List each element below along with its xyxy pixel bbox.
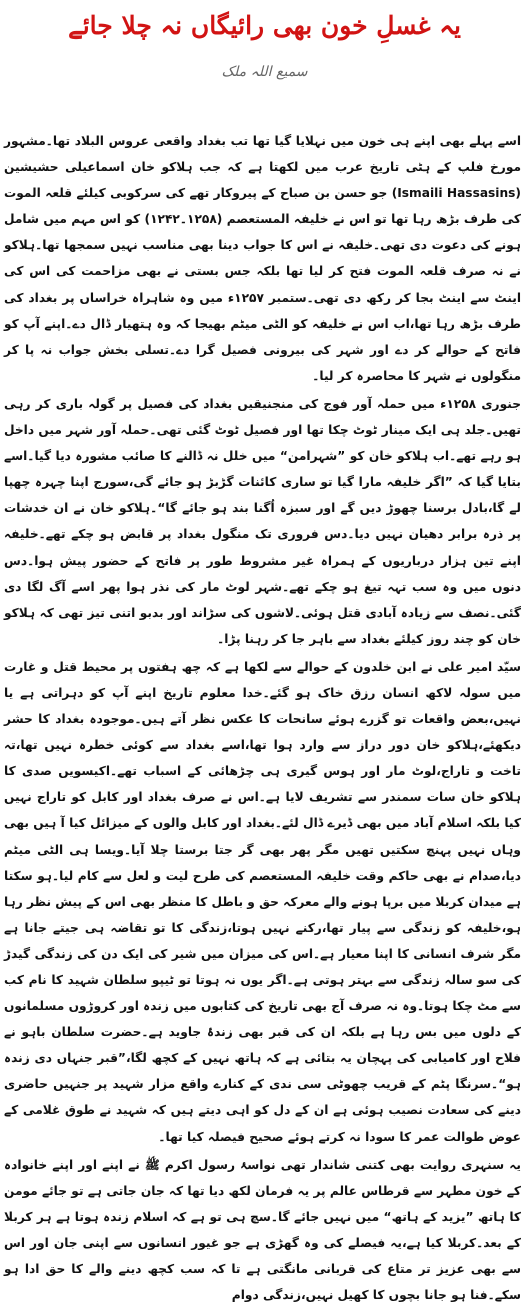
paragraph: اسے پہلے بھی اپنے ہی خون میں نہلایا گیا تھا تب بغداد واقعی عروس البلاد تھا۔مشہور مورخ فلپ کے ہٹی تاریخ عرب میں لکھتا ہے کہ جب ہلاکو خان اسماعیلی حشیشین (Ismaili Hassasins) جو حسن بن صباح کے پیروکار تھے کی سرکوبی کیلئے قلعہ الموت کی طرف بڑھ رہا تھا تو اس نے خلیفہ المستعصم (۱۲۵۸۔۱۲۴۲) کو اس مہم میں شامل ہونے کی دعوت دی تھی۔خلیفہ نے اس کا جواب دینا بھی مناسب نہیں سمجھا تھا۔ہلاکو نے نہ صرف قلعہ الموت فتح کر لیا تھا بلکہ جس بستی نے بھی مزاحمت کی اس کی اینٹ سے اینٹ بجا کر رکھ دی تھی۔ستمبر ۱۲۵۷ء میں وہ شاہراہ خراساں پر بغداد کی طرف بڑھ رہا تھا،اب اس نے خلیفہ کو الٹی میٹم بھیجا کہ وہ ہتھیار ڈال دے۔اپنے آپ کو فاتح کے حوالے کر دے اور شہر کی بیرونی فصیل گرا دے۔تسلی بخش جواب نہ پا کر منگولوں نے شہر کا محاصرہ کر لیا۔ [4, 134, 522, 383]
author-byline: سمیع اللہ ملک [221, 64, 308, 80]
paragraph: سیّد امیر علی نے ابن خلدون کے حوالے سے لکھا ہے کہ چھ ہفتوں پر محیط قتل و غارت میں سولہ لاکھ انسان رزق خاک ہو گئے۔خدا معلوم تاریخ اپنے آپ کو دہراتی ہے یا نہیں،بعض واقعات تو گزرے ہوئے سانحات کا عکس نظر آتے ہیں۔موجودہ بغداد کا حشر دیکھئے،ہلاکو خان دور دراز سے وارد ہوا تھا،اسے بغداد سے کوئی خطرہ نہیں تھا،تہ تاخت و تاراج،لوٹ مار اور ہوس گیری ہی چڑھائی کے اسباب تھے۔اکیسویں صدی کا ہلاکو خان سات سمندر سے تشریف لایا ہے۔اس نے صرف بغداد اور کابل کو تاراج نہیں کیا بلکہ اسلام آباد میں بھی ڈیرے ڈال لئے۔بغداد اور کابل والوں کے میزائل کیا آ ہیں بھی وہاں نہیں پہنچ سکتیں تھیں مگر پھر بھی گر جتا برستا چلا آیا۔ویسا ہی الٹی میٹم دیا،صدام نے بھی حاکم وقت خلیفہ المستعصم کی طرح لیت و لعل سے کام لیا۔ہو سکتا ہے میدان کربلا میں برپا ہونے والے معرکہ حق و باطل کا منظر بھی اس کے پیش نظر رہا ہو،خلیفہ کو زندگی سے پیار تھا،رکنے نہیں ہوتا،زندگی کا تو تقاضہ ہی جیتے جانا ہے مگر شرف انسانی کا اپنا معیار ہے۔اس کی میزان میں شیر کی ایک دن کی زندگی گیدڑ کی سو سالہ زندگی سے بہتر ہوتی ہے۔اگر یوں نہ ہوتا تو ٹیپو سلطان شہید کا نام کب سے مٹ چکا ہوتا۔وہ نہ صرف آج بھی تاریخ کی کتابوں میں زندہ اور کروڑوں مسلمانوں کے دلوں میں بس رہا ہے بلکہ ان کی قبر بھی زندۂ جاوید ہے۔حضرت سلطان باہو نے فلاح اور کامیابی کی پہچان یہ بتائی ہے کہ ہاتھ نہیں کے کچھ لگا،”قبر جنہاں دی زندہ ہو“۔سرنگا پٹم کے قریب چھوٹی سی ندی کے کنارے واقع مزار شہید پر جنہیں حاضری دینے کی سعادت نصیب ہوئی ہے ان کے دل کو اہی دیتے ہیں کہ شہید نے طوق غلامی کے عوض طوالت عمر کا سودا نہ کرتے ہوئے صحیح فیصلہ کیا تھا۔ [4, 659, 521, 1144]
article-body [4, 128, 521, 1308]
paragraph: جنوری ۱۲۵۸ء میں حملہ آور فوج کی منجنیقیں بغداد کی فصیل پر گولہ باری کر رہی تھیں۔جلد ہی ایک مینار ٹوٹ چکا تھا اور فصیل ٹوٹ گئی تھی۔حملہ آور شہر میں داخل ہو رہے تھے۔اب ہلاکو خان کو ”شہرامن“ میں خلل نہ ڈالنے کا صائب مشورہ دیا گیا۔اسے بتایا گیا کہ ”اگر خلیفہ مارا گیا تو ساری کائنات گڑبڑ ہو جائے گی،سورج اپنا چہرہ چھپا لے گا،بادل برسنا چھوڑ دیں گے اور سبزہ اُگنا بند ہو جائے گا“۔ہلاکو خان نے ان خدشات پر ذرہ برابر دھیان نہیں دیا۔دس فروری تک منگول بغداد پر قابض ہو چکے تھے۔خلیفہ اپنے تین ہزار درباریوں کے ہمراہ غیر مشروط طور پر فاتح کے حضور پیش ہوا۔دس دنوں میں وہ سب تہہ تیغ ہو چکے تھے۔شہر لوٹ مار کی نذر ہوا پھر اسے آگ لگا دی گئی۔نصف سے زیادہ آبادی قتل ہوئی۔لاشوں کی سڑاند اور بدبو اتنی تیز تھی کہ ہلاکو خان کو چند روز کیلئے بغداد سے باہر جا کر رہنا پڑا۔ [4, 396, 521, 646]
paragraph: یہ سنہری روایت بھی کتنی شاندار تھی نواسۂ رسول اکرم ﷺ نے اپنے اور اپنے خانوادہ کے خون مطہر سے قرطاس عالم پر یہ فرمان لکھ دیا تھا کہ جان جاتی ہے تو جائے مومن کا ہاتھ ”یزید کے ہاتھ“ میں نہیں جائے گا۔سچ ہی تو ہے کہ اسلام زندہ ہوتا ہے ہر کربلا کے بعد۔کربلا کیا ہے،یہ فیصلے کی وہ گھڑی ہے جو غیور انسانوں سے اپنی جان اور اس سے بھی عزیز تر متاع کی قربانی مانگتی ہے تا کہ سب کچھ دینے والے کا حق ادا ہو سکے۔فنا ہو جانا بچوں کا کھیل نہیں،زندگی دوام [4, 1157, 521, 1303]
article-title: یہ غسلِ خون بھی رائیگاں نہ چلا جائے [68, 11, 461, 40]
